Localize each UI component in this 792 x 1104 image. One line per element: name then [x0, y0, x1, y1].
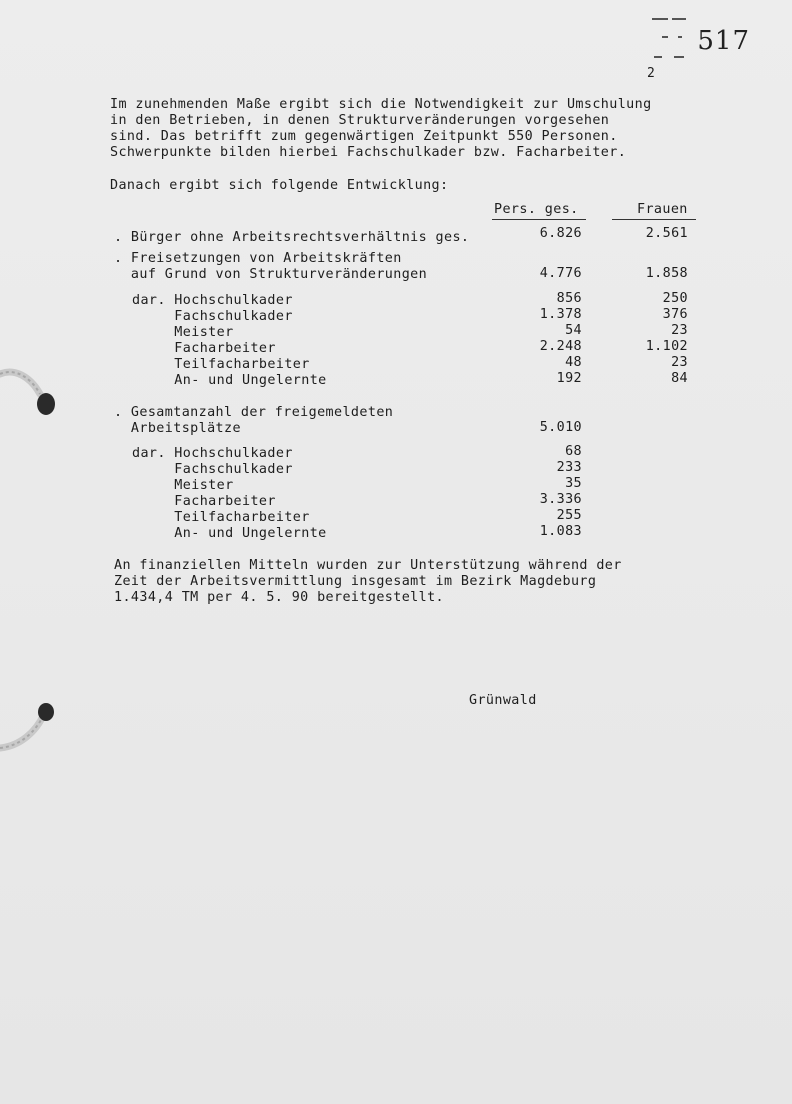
- section3-row-total: 1.083: [539, 524, 582, 539]
- section2-row-women: 376: [662, 307, 688, 322]
- section3-label-line-1: . Gesamtanzahl der freigemeldeten: [114, 405, 394, 420]
- section2-row-total: 54: [565, 323, 582, 338]
- section2-value-total: 4.776: [539, 266, 582, 281]
- section2-row-label: Meister: [132, 325, 234, 340]
- section2-row-label: Teilfacharbeiter: [132, 357, 310, 372]
- section3-row-total: 68: [565, 444, 582, 459]
- section2-row-total: 856: [556, 291, 582, 306]
- section2-row-women: 1.102: [645, 339, 688, 354]
- lead-in: Danach ergibt sich folgende Entwicklung:: [110, 178, 449, 193]
- intro-line-1: Im zunehmenden Maße ergibt sich die Notwendigkeit zur Umschulung: [110, 97, 652, 112]
- page-number: 2: [647, 66, 655, 81]
- section3-row-total: 35: [565, 476, 582, 491]
- section3-row-label: Meister: [132, 478, 234, 493]
- section3-row-total: 3.336: [539, 492, 582, 507]
- signature-name: Grünwald: [469, 693, 537, 708]
- section1-label: . Bürger ohne Arbeitsrechtsverhältnis ges.: [114, 230, 470, 245]
- header-underline-1: [492, 219, 586, 220]
- section3-label-line-2: Arbeitsplätze: [114, 421, 241, 436]
- section2-row-label: Facharbeiter: [132, 341, 276, 356]
- section3-row-label: An- und Ungelernte: [132, 526, 327, 541]
- section2-row-women: 84: [671, 371, 688, 386]
- section2-row-women: 23: [671, 323, 688, 338]
- section2-row-total: 192: [556, 371, 582, 386]
- section2-row-women: 23: [671, 355, 688, 370]
- section3-row-label: Teilfacharbeiter: [132, 510, 310, 525]
- section3-row-total: 233: [556, 460, 582, 475]
- closing-line-2: Zeit der Arbeitsvermittlung insgesamt im Bezirk Magdeburg: [114, 574, 597, 589]
- section2-row-label: Fachschulkader: [132, 309, 293, 324]
- binding-hole-bottom: [0, 696, 70, 766]
- section3-row-label: Facharbeiter: [132, 494, 276, 509]
- header-frauen: Frauen: [637, 202, 688, 217]
- section2-row-women: 250: [662, 291, 688, 306]
- section2-row-total: 48: [565, 355, 582, 370]
- section2-row-total: 2.248: [539, 339, 582, 354]
- section2-row-total: 1.378: [539, 307, 582, 322]
- section2-row-label: dar. Hochschulkader: [132, 293, 293, 308]
- section3-row-total: 255: [556, 508, 582, 523]
- header-marks: [650, 14, 690, 64]
- intro-line-2: in den Betrieben, in denen Strukturveränderungen vorgesehen: [110, 113, 610, 128]
- section3-row-label: Fachschulkader: [132, 462, 293, 477]
- section1-value-women: 2.561: [645, 226, 688, 241]
- closing-line-3: 1.434,4 TM per 4. 5. 90 bereitgestellt.: [114, 590, 445, 605]
- section2-row-label: An- und Ungelernte: [132, 373, 327, 388]
- section3-row-label: dar. Hochschulkader: [132, 446, 293, 461]
- section2-value-women: 1.858: [645, 266, 688, 281]
- header-underline-2: [612, 219, 696, 220]
- section2-label-line-1: . Freisetzungen von Arbeitskräften: [114, 251, 402, 266]
- section1-value-total: 6.826: [539, 226, 582, 241]
- closing-line-1: An finanziellen Mitteln wurden zur Unterstützung während der: [114, 558, 622, 573]
- binding-hole-top: [0, 360, 70, 430]
- intro-line-3: sind. Das betrifft zum gegenwärtigen Zeitpunkt 550 Personen.: [110, 129, 618, 144]
- section3-value-total: 5.010: [539, 420, 582, 435]
- folio-number: 517: [697, 26, 750, 56]
- intro-line-4: Schwerpunkte bilden hierbei Fachschulkader bzw. Facharbeiter.: [110, 145, 627, 160]
- section2-label-line-2: auf Grund von Strukturveränderungen: [114, 267, 428, 282]
- header-pers-ges: Pers. ges.: [494, 202, 579, 217]
